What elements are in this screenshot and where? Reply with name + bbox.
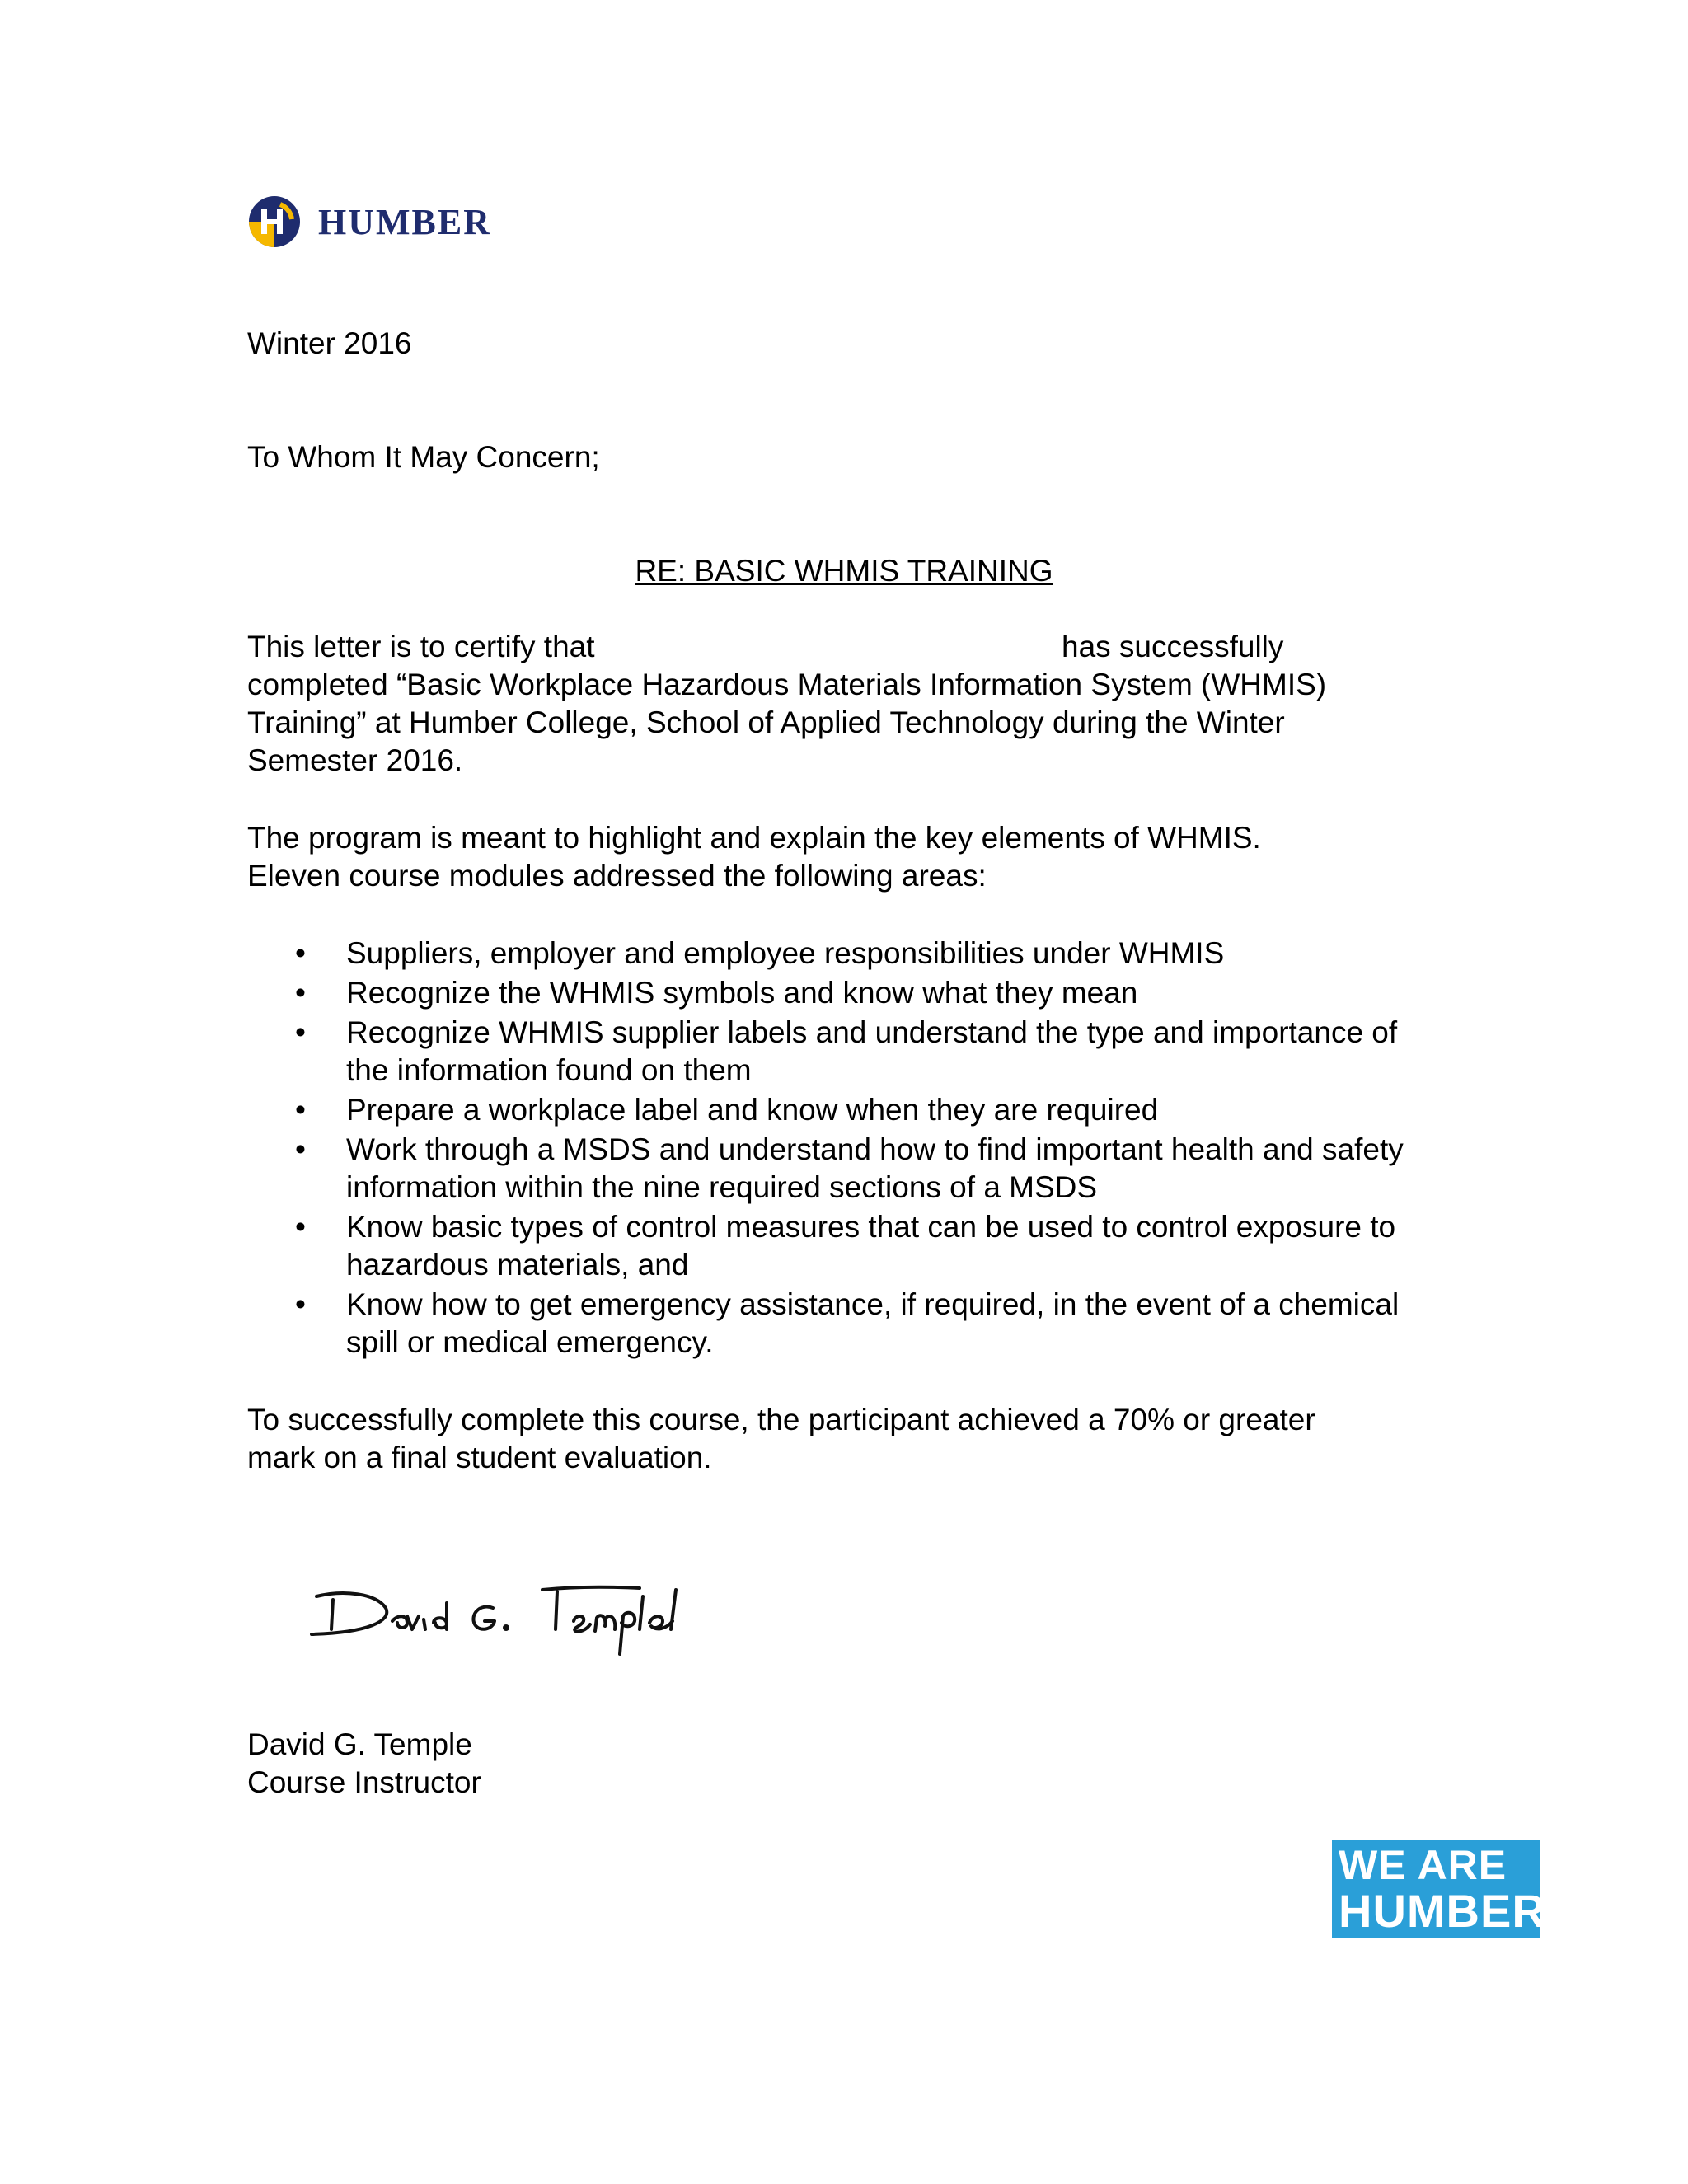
list-item-text: Work through a MSDS and understand how to find important health and safety information within the nine required sections of a MSDS [346,1132,1404,1204]
certification-line-left: This letter is to certify that [247,630,595,663]
subject-line [0,552,1688,590]
bullet-icon: • [295,1210,306,1244]
bullet-icon: • [295,1093,306,1127]
badge-line-2: HUMBER [1339,1885,1546,1937]
program-paragraph [247,819,1451,895]
list-item [247,1131,1409,1207]
list-item-text: Know how to get emergency assistance, if required, in the event of a chemical spill or medical emergency. [346,1287,1400,1359]
salutation: To Whom It May Concern; [247,440,600,474]
list-item [247,1286,1409,1361]
list-item-text: Know basic types of control measures that can be used to control exposure to hazardous materials, and [346,1210,1396,1282]
list-item [247,1091,1409,1129]
module-list [247,935,1451,1363]
certification-first-line [247,628,1451,666]
paragraph-line: To successfully complete this course, the participant achieved a 70% or greater [247,1403,1315,1436]
we-are-humber-badge [1332,1840,1546,1938]
signer-name: David G. Temple [247,1727,472,1761]
letter-date: Winter 2016 [247,326,412,360]
certification-paragraph [247,628,1451,780]
bullet-icon: • [295,976,306,1010]
list-item-text: Prepare a workplace label and know when they are required [346,1093,1159,1127]
bullet-icon: • [295,936,306,970]
list-item [247,1014,1409,1090]
paragraph-line: Eleven course modules addressed the following areas: [247,859,987,893]
list-item [247,1208,1409,1284]
list-item-text: Recognize WHMIS supplier labels and understand the type and importance of the information found on them [346,1015,1398,1087]
bullet-icon: • [295,1287,306,1321]
paragraph-line: The program is meant to highlight and explain the key elements of WHMIS. [247,821,1261,855]
paragraph-line: mark on a final student evaluation. [247,1441,712,1474]
list-item-text: Recognize the WHMIS symbols and know what they mean [346,976,1138,1010]
signer-title: Course Instructor [247,1765,481,1799]
logo-wordmark: HUMBER [318,201,491,242]
humber-logo [247,194,491,249]
paragraph-line: completed “Basic Workplace Hazardous Materials Information System (WHMIS) [247,668,1327,701]
badge-line-1: WE ARE [1339,1842,1507,1888]
bullet-icon: • [295,1015,306,1049]
completion-paragraph [247,1401,1451,1477]
handwritten-signature [310,1578,755,1661]
paragraph-line: Training” at Humber College, School of Applied Technology during the Winter [247,705,1285,739]
certification-line-right: has successfully [1062,630,1284,663]
list-item [247,935,1409,972]
bullet-icon: • [295,1132,306,1166]
paragraph-line: Semester 2016. [247,743,463,777]
humber-emblem-icon [247,194,302,249]
subject-text: RE: BASIC WHMIS TRAINING [635,554,1053,588]
list-item-text: Suppliers, employer and employee responsibilities under WHMIS [346,936,1225,970]
list-item [247,974,1409,1012]
